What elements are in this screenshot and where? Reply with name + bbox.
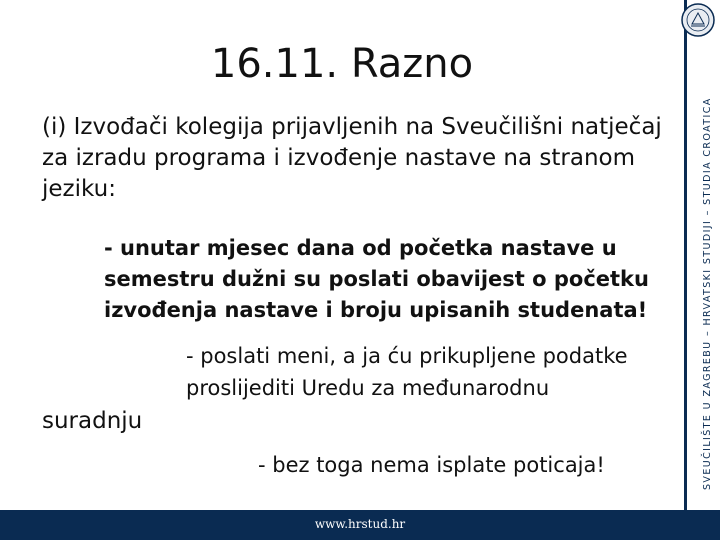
side-banner-text: SVEUČILIŠTE U ZAGREBU – HRVATSKI STUDIJI – STUDIA CROATICA	[702, 97, 713, 490]
paragraph-deadline: - unutar mjesec dana od početka nastave u semestru dužni su poslati obavijest o početku izvođenja nastave i broju upisanih studenata!	[104, 236, 649, 322]
paragraph-no-payment: - bez toga nema isplate poticaja!	[258, 453, 605, 477]
university-seal-icon	[680, 2, 716, 38]
slide-title: 16.11. Razno	[210, 41, 474, 87]
paragraph-send-to-me: - poslati meni, a ja ću prikupljene podatke proslijediti Uredu za međunarodnu	[186, 344, 628, 400]
footer-url[interactable]: www.hrstud.hr	[314, 517, 406, 531]
paragraph-intro: (i) Izvođači kolegija prijavljenih na Sveučilišni natječaj za izradu programa i izvođenje nastave na stranom jeziku:	[42, 114, 662, 202]
footer-bar	[0, 510, 720, 540]
paragraph-cooperation: suradnju	[42, 408, 143, 434]
